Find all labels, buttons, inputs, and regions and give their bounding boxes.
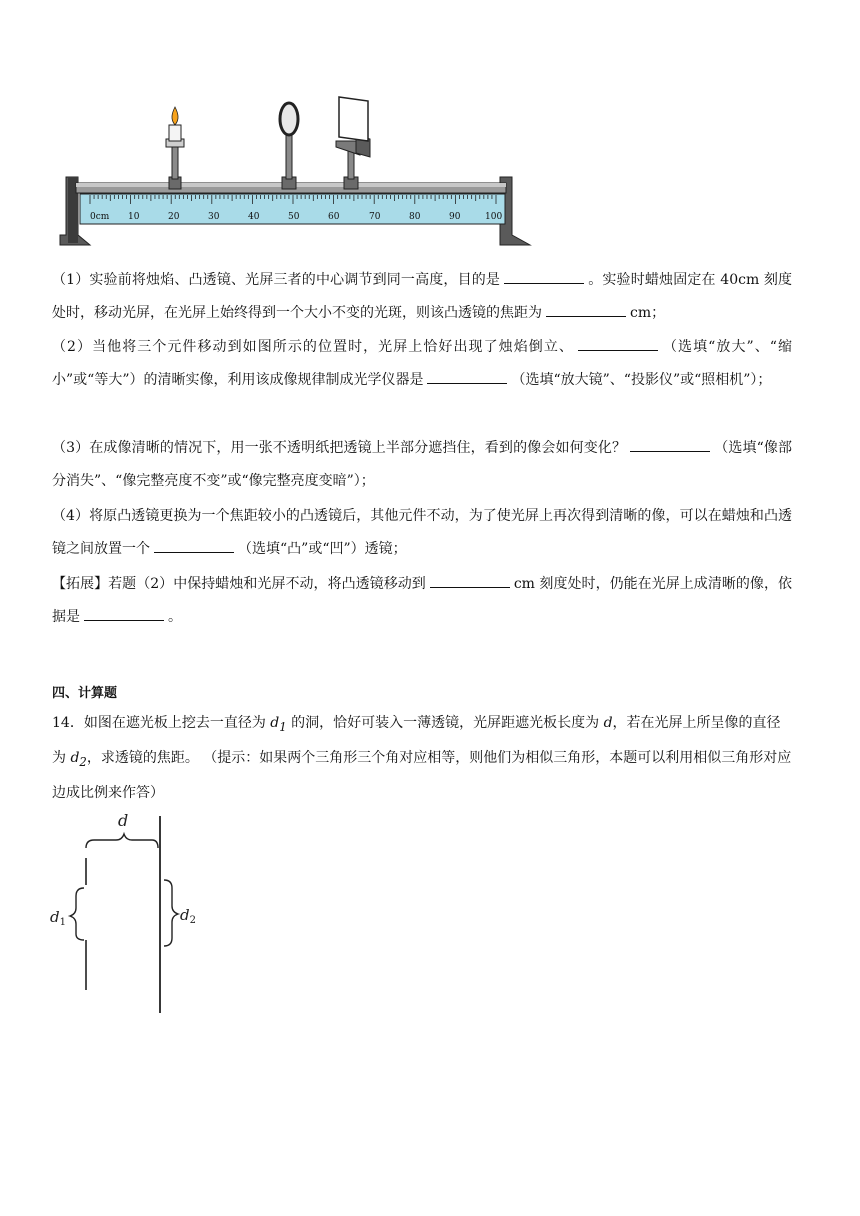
q14-text-c: ，若在光屏上所呈像的直径为: [52, 715, 781, 766]
answer-blank-2[interactable]: [546, 302, 626, 317]
brace-d1: [70, 888, 84, 940]
q13-part4-text-a: （4）将原凸透镜更换为一个焦距较小的凸透镜后，其他元件不动，为了使光屏上再次得到清晰的像，可以在蜡烛和凸透镜之间放置一个: [52, 508, 792, 557]
answer-blank-6[interactable]: [154, 538, 234, 553]
lens-diagram-figure: [46, 810, 216, 1025]
tick-label-100: 100: [485, 212, 503, 222]
tick-label-40: 40: [248, 212, 260, 222]
tick-label-80: 80: [409, 212, 421, 222]
var-d1: $d_1$: [270, 715, 287, 734]
candle: [166, 107, 184, 189]
q13-part2-text-a: （2）当他将三个元件移动到如图所示的位置时，光屏上恰好出现了烛焰倒立、: [52, 339, 574, 355]
section-heading: 四、计算题: [52, 686, 118, 701]
q13-ext-text-b: cm 刻度处时，仍能在光屏上成清晰的像，依据是: [52, 576, 792, 625]
q13-extension: [52, 568, 792, 634]
q13-part2-text-b: （选填“放大”、“缩小”或“等大”）的清晰实像，利用该成像规律制成光学仪器是: [52, 339, 792, 388]
q13-ext-text-a: 【拓展】若题（2）中保持蜡烛和光屏不动，将凸透镜移动到: [52, 576, 426, 592]
q13-part2-text-c: （选填“放大镜”、“投影仪”或“照相机”）；: [511, 372, 772, 388]
q13-part4-text-b: （选填“凸”或“凹”）透镜；: [238, 541, 407, 557]
answer-blank-8[interactable]: [84, 606, 164, 621]
light-screen: [336, 97, 370, 189]
answer-blank-3[interactable]: [578, 336, 658, 351]
var-d2: $d_2$: [70, 749, 87, 769]
q13-part4: [52, 500, 792, 566]
answer-blank-4[interactable]: [427, 369, 507, 384]
brace-d2: [164, 880, 178, 946]
answer-blank-5[interactable]: [630, 437, 710, 452]
q13-part1-text-c: cm；: [630, 305, 666, 321]
tick-label-90: 90: [449, 212, 461, 222]
tick-label-20: 20: [168, 212, 180, 222]
label-d: d: [118, 811, 129, 830]
tick-label-10: 10: [128, 212, 140, 222]
tick-label-50: 50: [288, 212, 300, 222]
optical-bench-figure: [56, 95, 536, 250]
var-d: d: [603, 715, 613, 731]
label-d1: $d_1$: [50, 908, 66, 928]
tick-label-30: 30: [208, 212, 220, 222]
tick-label-70: 70: [369, 212, 381, 222]
q13-part3-text-b: （选填“像部分消失”、“像完整亮度不变”或“像完整亮度变暗”）；: [52, 440, 792, 489]
answer-blank-7[interactable]: [430, 573, 510, 588]
q14-text-b: 的洞，恰好可装入一薄透镜，光屏距遮光板长度为: [291, 715, 600, 731]
q14-text: [52, 708, 792, 809]
q13-ext-text-c: 。: [168, 609, 182, 625]
q13-part1-text-a: （1）实验前将烛焰、凸透镜、光屏三者的中心调节到同一高度，目的是: [52, 272, 501, 288]
q14-text-a: 14．如图在遮光板上挖去一直径为: [52, 715, 266, 731]
q13-part1: [52, 264, 792, 330]
ruler-unit-label: 0cm: [90, 212, 110, 222]
answer-blank-1[interactable]: [504, 269, 584, 284]
label-d2: $d_2$: [180, 906, 196, 926]
q13-part3: [52, 432, 792, 498]
convex-lens: [280, 103, 298, 189]
tick-label-60: 60: [328, 212, 340, 222]
q13-part1-text-b: 。实验时蜡烛固定在 40cm 刻度处时，移动光屏，在光屏上始终得到一个大小不变的光斑，则该凸透镜的焦距为: [52, 272, 792, 321]
q14-text-e: ，求透镜的焦距。 （提示：如果两个三角形三个角对应相等，则他们为相似三角形，本题可以利用相似三角形对应边成比例来作答）: [52, 749, 792, 801]
q13-part3-text-a: （3）在成像清晰的情况下，用一张不透明纸把透镜上半部分遮挡住，看到的像会如何变化？: [52, 440, 627, 456]
brace-d: [86, 834, 158, 848]
q13-part2: [52, 331, 792, 397]
